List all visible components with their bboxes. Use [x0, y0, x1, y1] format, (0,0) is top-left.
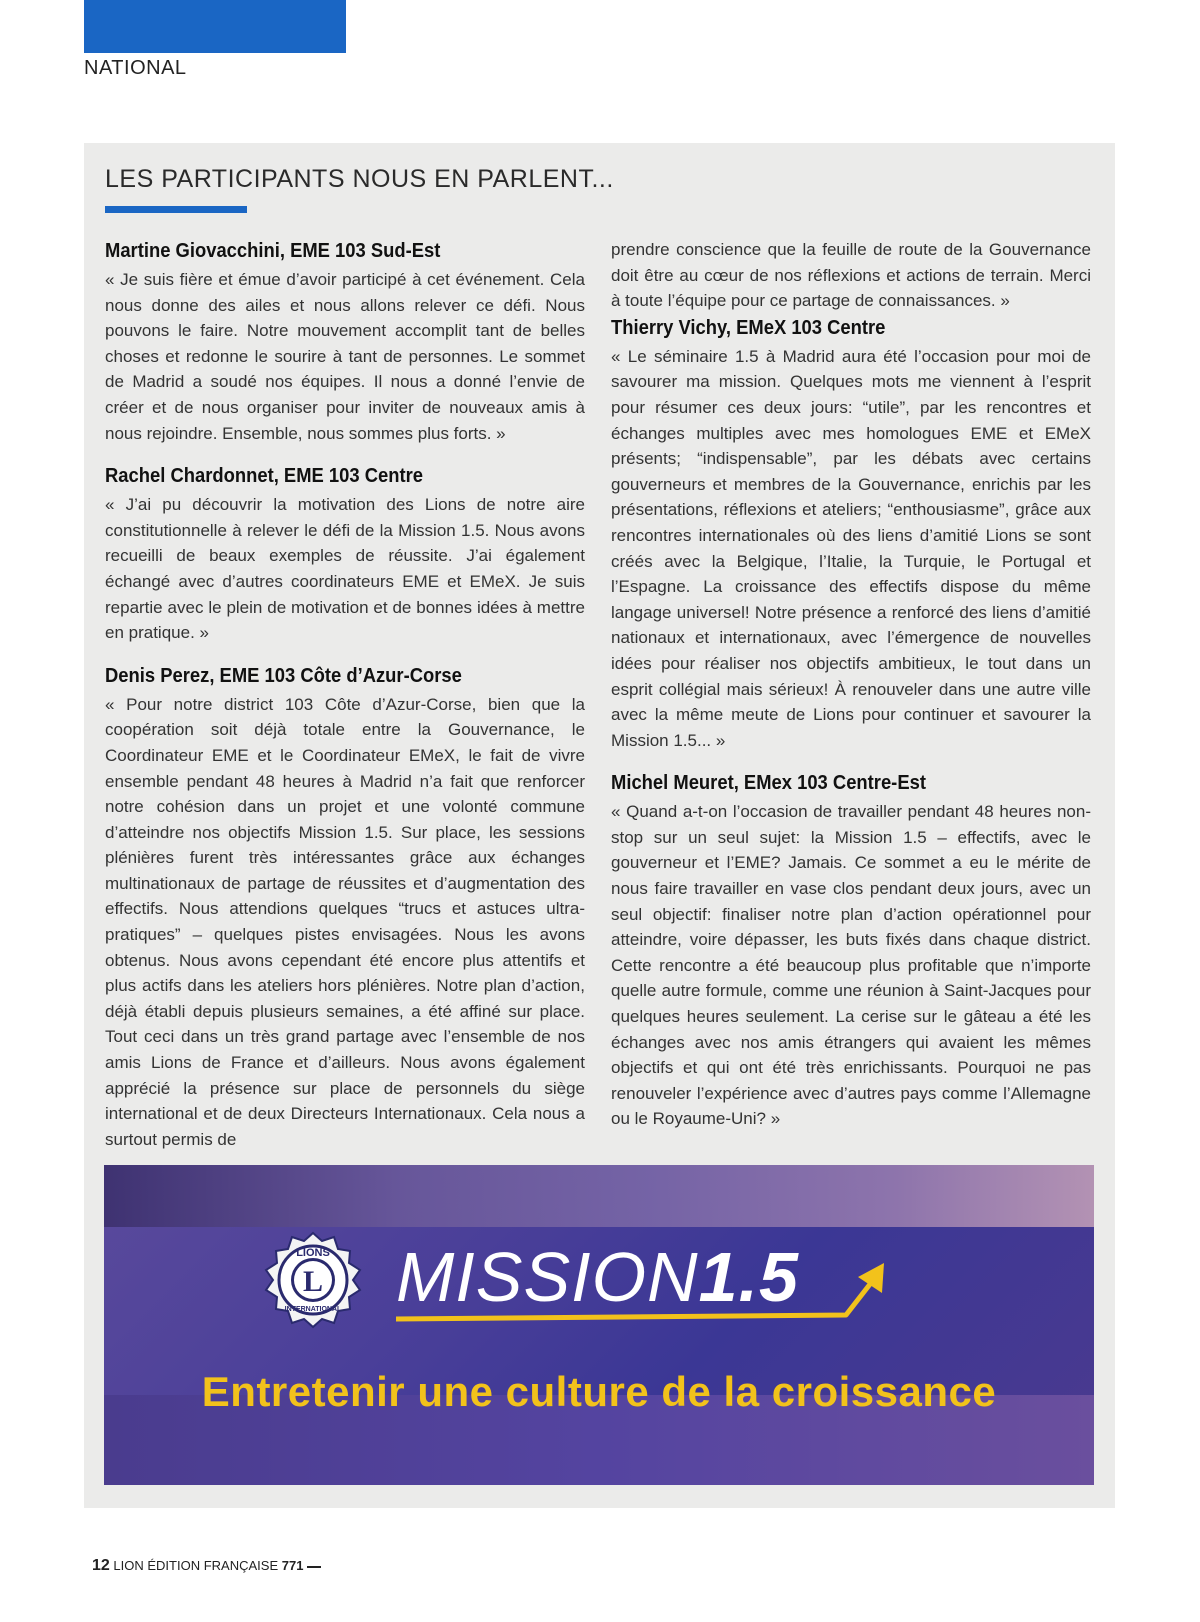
testimonial	[105, 237, 585, 446]
testimonial-text: « Le séminaire 1.5 à Madrid aura été l’occasion pour moi de savourer ma mission. Quelques mots me viennent à l’esprit pour résumer ces deux jours: “utile”, par les rencontres et échanges multiples avec mes homologues EME et EMeX présents; “indispensable”, par les débats avec certains gouverneurs et membres de la Gouvernance, enrichis par les présentations, réflexions et ateliers; “enthousiasme”, grâce aux rencontres internationales où des liens d’amitié Lions se sont créés avec la Belgique, l’Italie, la Turquie, le Portugal et l’Espagne. La croissance des effectifs dispose du même langage universel! Notre présence a renforcé des liens d’amitié nationaux et internationaux, avec l’émergence de nouvelles idées pour réaliser nos objectifs ambitieux, le tout dans un esprit collégial mais sérieux! À renouveler dans une autre ville avec la même meute de Lions pour continuer et savourer la Mission 1.5... »	[611, 346, 1091, 750]
testimonial	[611, 314, 1091, 754]
right-column	[611, 237, 1091, 1148]
testimonial-author: Rachel Chardonnet, EME 103 Centre	[105, 465, 424, 488]
testimonial	[105, 462, 585, 646]
panel-title: LES PARTICIPANTS NOUS EN PARLENT...	[105, 165, 614, 193]
left-column	[105, 237, 585, 1168]
banner-photo-strip	[104, 1165, 1094, 1227]
mission-banner	[104, 1165, 1094, 1485]
banner-tagline: Entretenir une culture de la croissance	[201, 1368, 997, 1415]
testimonial-author: Martine Giovacchini, EME 103 Sud-Est	[105, 240, 441, 262]
svg-text:INTERNATIONAL: INTERNATIONAL	[284, 1306, 342, 1313]
testimonial-text: « Je suis fière et émue d’avoir participé à cet événement. Cela nous donne des ailes et nous allons relever ce défi. Nous pouvons le faire. Notre mouvement accomplit tant de belles choses et redonne le sourire à tant de personnes. Le sommet de Madrid a soudé nos équipes. Il nous a donné l’envie de créer et de nous organiser pour inviter de nouveaux amis à nous rejoindre. Ensemble, nous sommes plus forts. »	[105, 270, 585, 443]
testimonial	[611, 769, 1091, 1132]
testimonial-text: « Pour notre district 103 Côte d’Azur-Corse, bien que la coopération soit déjà totale entre la Gouvernance, le Coordinateur EME et le Coordinateur EMeX, le fait de vivre ensemble pendant 48 heures à Madrid n’a fait que renforcer notre cohésion dans un projet et une volonté commune d’atteindre nos objectifs Mission 1.5. Sur place, les sessions plénières furent très intéressantes grâce aux échanges multinationaux de partage de réussites et d’augmentation des effectifs. Nous attendions quelques “trucs et astuces ultra-pratiques” – quelques pistes envisagées. Nous les avons obtenus. Nous avons cependant été encore plus attentifs et plus actifs dans les ateliers hors plénières. Notre plan d’action, déjà établi depuis plusieurs semaines, a été affiné sur place. Tout ceci dans un très grand partage avec l’ensemble de nos amis Lions de France et d’ailleurs. Nous avons également apprécié la présence sur place de personnels du siège international et de deux Directeurs Internationaux. Cela nous a surtout permis de	[105, 694, 585, 1149]
title-underline	[105, 206, 247, 213]
mission-word: MISSION	[396, 1238, 699, 1316]
testimonial	[105, 662, 585, 1153]
testimonial-author: Denis Perez, EME 103 Côte d’Azur-Corse	[105, 664, 462, 687]
publication-name: LION ÉDITION FRANÇAISE	[113, 1558, 279, 1573]
testimonial-text: « J’ai pu découvrir la motivation des Lions de notre aire constitutionnelle à relever le défi de la Mission 1.5. Nous avons recueilli de beaux exemples de réussite. J’ai également échangé avec d’autres coordinateurs EME et EMeX. Je suis repartie avec le plein de motivation et de bonnes idées à mettre en pratique. »	[105, 495, 585, 643]
svg-text:L: L	[302, 1265, 324, 1298]
header-color-bar	[84, 0, 346, 53]
page-footer	[92, 1557, 321, 1575]
testimonial-author: Michel Meuret, EMex 103 Centre-Est	[611, 772, 926, 795]
testimonials-panel	[84, 143, 1115, 1508]
lions-international-logo-icon	[254, 1227, 372, 1345]
issue-number: 771	[281, 1558, 304, 1573]
testimonial-text: « Quand a-t-on l’occasion de travailler pendant 48 heures non-stop sur un seul sujet: la Mission 1.5 – effectifs, avec le gouverneur et l’EME? Jamais. Ce sommet a eu le mérite de nous faire travailler en vase clos pendant deux jours, avec un seul objectif: finaliser notre plan d’action opérationnel pour atteindre, voire dépasser, les buts fixés dans chaque district. Cette rencontre a été beaucoup plus profitable que n’importe quelle autre formule, comme une réunion à Saint-Jacques pour quelques heures seulement. La cerise sur le gâteau a été les échanges avec nos amis étrangers qui avaient les mêmes objectifs et qui ont été très enrichissants. Pourquoi ne pas renouveler l’expérience avec d’autres pays comme l’Allemagne ou le Royaume-Uni? »	[611, 802, 1091, 1129]
footer-dash	[307, 1566, 321, 1568]
testimonial-author: Thierry Vichy, EMeX 103 Centre	[611, 316, 886, 339]
mission-number: 1.5	[698, 1238, 799, 1316]
testimonial-continuation: prendre conscience que la feuille de route de la Gouvernance doit être au cœur de nos réflexions et actions de terrain. Merci à toute l’équipe pour ce partage de connaissances. »	[611, 240, 1091, 311]
page-number: 12	[92, 1557, 110, 1574]
section-label: NATIONAL	[84, 57, 187, 79]
svg-text:LIONS: LIONS	[296, 1247, 330, 1259]
growth-arrow-icon	[396, 1257, 916, 1337]
